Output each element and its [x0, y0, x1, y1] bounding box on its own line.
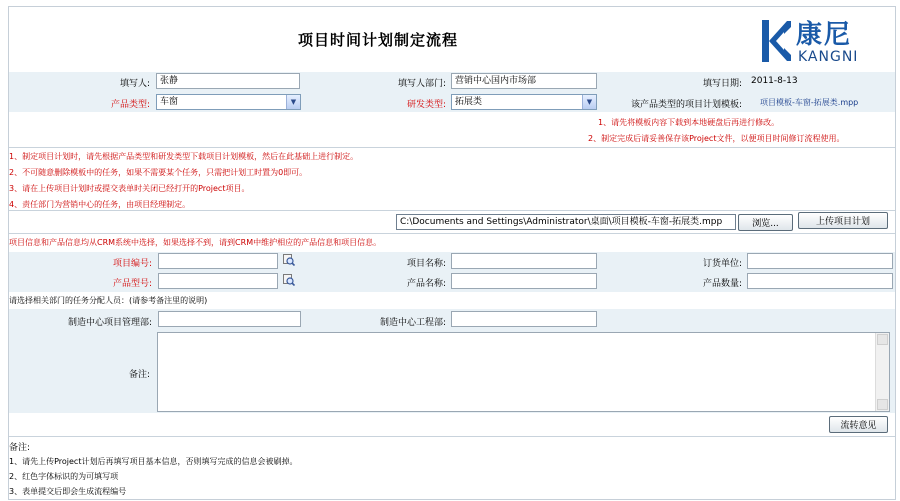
scroll-down-arrow-icon[interactable]: [877, 399, 888, 410]
product-type-value: 车窗: [160, 97, 179, 107]
project-no-label: 项目编号:: [112, 259, 152, 269]
template-label: 该产品类型的项目计划模板:: [630, 100, 742, 110]
product-qty-field[interactable]: [747, 273, 893, 289]
flow-opinion-button[interactable]: 流转意见: [829, 416, 888, 433]
pm-dept-field[interactable]: [158, 311, 301, 327]
hint-left-1: 1、制定项目计划时，请先根据产品类型和研发类型下载项目计划模板，然后在此基础上进行制定。: [9, 152, 359, 161]
file-path-input[interactable]: C:\Documents and Settings\Administrator\桌面\项目模板-车窗-拓展类.mpp: [396, 214, 736, 230]
applicant-label: 填写人:: [119, 79, 150, 89]
pm-dept-label: 制造中心项目管理部:: [67, 318, 152, 328]
kangni-logo-icon: [760, 18, 792, 64]
project-no-field[interactable]: [158, 253, 278, 269]
divider: [9, 210, 895, 211]
logo-english: KANGNI: [798, 49, 859, 65]
rd-type-select[interactable]: [451, 94, 597, 110]
company-logo: [750, 8, 894, 72]
product-type-select[interactable]: [156, 94, 301, 110]
remarks-label: 备注:: [128, 370, 150, 380]
product-model-label: 产品型号:: [112, 279, 152, 289]
scroll-up-arrow-icon[interactable]: [877, 334, 888, 345]
textarea-scrollbar[interactable]: [875, 333, 889, 411]
search-icon[interactable]: [283, 274, 295, 286]
crm-hint: 项目信息和产品信息均从CRM系统中选择，如果选择不到，请到CRM中维护相应的产品信息和项目信息。: [9, 238, 382, 247]
notes-title: 备注:: [9, 443, 31, 453]
hint-right-1: 1、请先将模板内容下载到本地硬盘后再进行修改。: [598, 118, 780, 127]
assign-hint: 请选择相关部门的任务分配人员：(请参考备注里的说明): [9, 296, 208, 305]
hint-left-3: 3、请在上传项目计划时或提交表单时关闭已经打开的Project项目。: [9, 184, 250, 193]
remarks-textarea[interactable]: [157, 332, 890, 412]
template-download-link[interactable]: 项目模板-车窗-拓展类.mpp: [760, 98, 859, 107]
chevron-down-icon[interactable]: ▼: [286, 95, 300, 109]
applicant-field[interactable]: 张静: [156, 73, 300, 89]
eng-dept-label: 制造中心工程部:: [379, 318, 446, 328]
project-name-field[interactable]: [451, 253, 597, 269]
hint-left-2: 2、不可随意删除模板中的任务，如果不需要某个任务，只需把计划工时置为0即可。: [9, 168, 308, 177]
dept-label: 填写人部门:: [397, 79, 446, 89]
logo-chinese: 康尼: [796, 20, 853, 50]
browse-button[interactable]: 浏览...: [738, 214, 793, 231]
product-type-label: 产品类型:: [110, 100, 150, 110]
order-unit-label: 订货单位:: [702, 259, 742, 269]
page-title: 项目时间计划制定流程: [297, 31, 458, 49]
hint-right-2: 2、制定完成后请妥善保存该Project文件，以便项目时间修订流程使用。: [588, 134, 845, 143]
search-icon[interactable]: [283, 254, 295, 266]
note-item-1: 1、请先上传Project计划后再填写项目基本信息，否则填写完成的信息会被刷掉。: [9, 457, 298, 466]
hint-left-4: 4、责任部门为营销中心的任务，由项目经理制定。: [9, 200, 191, 209]
eng-dept-field[interactable]: [451, 311, 597, 327]
date-label: 填写日期:: [702, 79, 742, 89]
date-field[interactable]: 2011-8-13: [751, 76, 798, 86]
product-name-field[interactable]: [451, 273, 597, 289]
chevron-down-icon[interactable]: ▼: [582, 95, 596, 109]
note-item-2: 2、红色字体标识的为可填写项: [9, 472, 119, 481]
product-name-label: 产品名称:: [406, 279, 446, 289]
product-qty-label: 产品数量:: [702, 279, 742, 289]
dept-field[interactable]: 营销中心国内市场部: [451, 73, 597, 89]
order-unit-field[interactable]: [747, 253, 893, 269]
product-model-field[interactable]: [158, 273, 278, 289]
rd-type-value: 拓展类: [455, 97, 483, 107]
upload-plan-button[interactable]: 上传项目计划: [798, 212, 888, 229]
project-name-label: 项目名称:: [406, 259, 446, 269]
divider: [9, 147, 895, 148]
rd-type-label: 研发类型:: [406, 100, 446, 110]
note-item-3: 3、表单提交后即会生成流程编号: [9, 487, 127, 496]
divider: [9, 436, 895, 437]
divider: [9, 233, 895, 234]
